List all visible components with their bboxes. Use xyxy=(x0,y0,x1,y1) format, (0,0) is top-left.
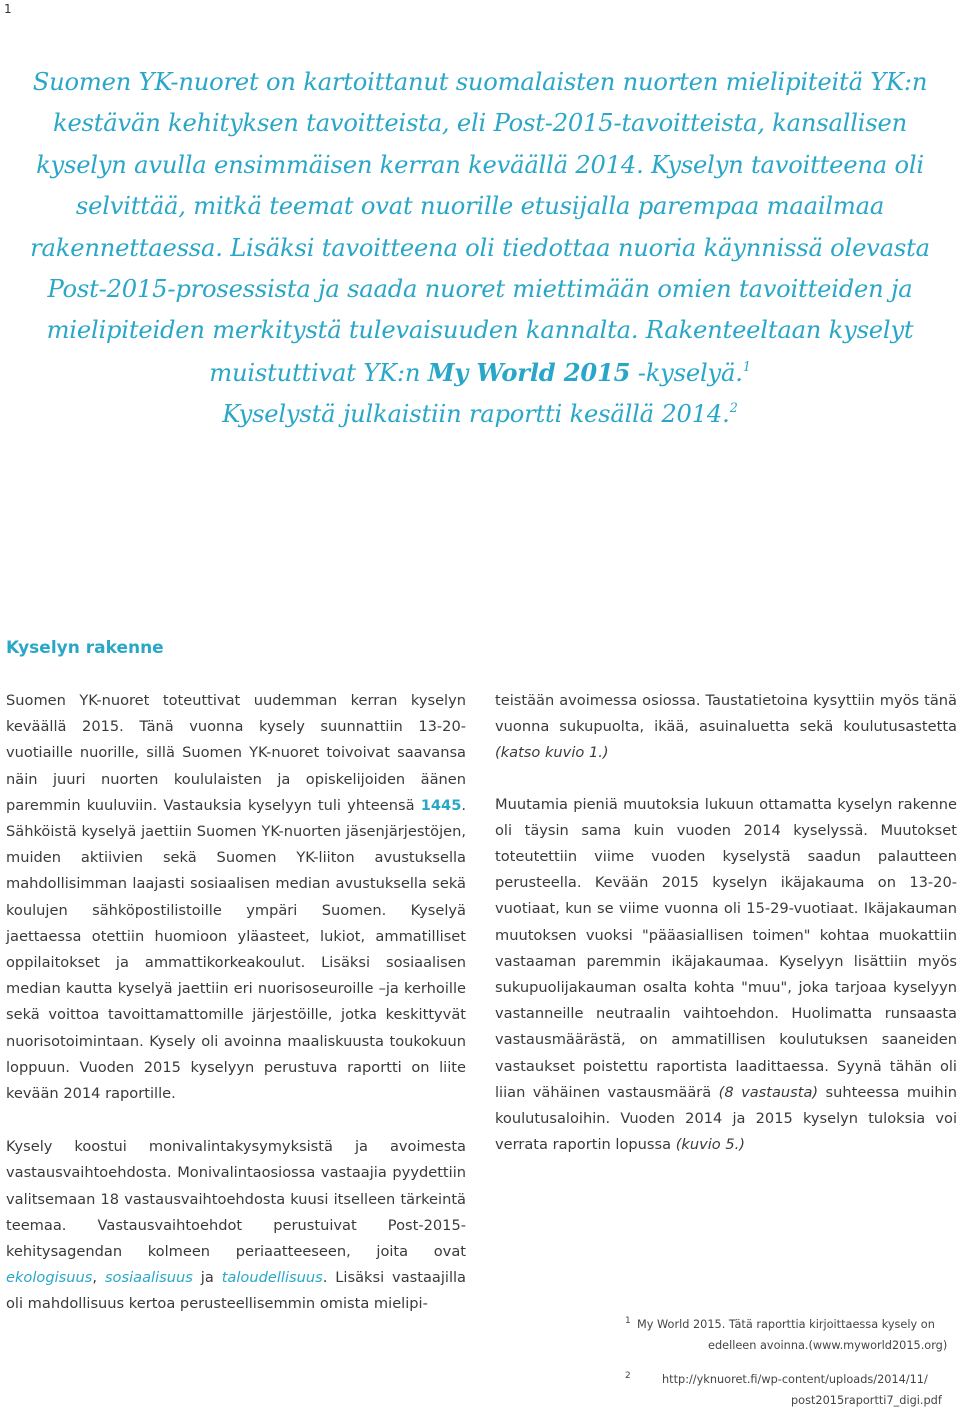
p1-text-a: Suomen YK-nuoret toteuttivat uudemman kerran kyselyn keväällä 2015. Tänä vuonna kysely suunnattiin 13-20-vuotiaille nuorille, sillä Suomen YK-nuoret toivoivat saavansa näin juuri nuorten koululaisten ja opiskelijoiden äänen paremmin kuuluviin. Vastauksia kyselyyn tuli yhteensä xyxy=(6,692,466,814)
figure-ref-5: (kuvio 5.) xyxy=(675,1136,745,1154)
paragraph-4 xyxy=(495,792,957,1159)
footnote-1-line1: My World 2015. Tätä raporttia kirjoittaessa kysely on xyxy=(637,1318,935,1331)
intro-text-b: -kyselyä. xyxy=(630,358,743,387)
p3-text-a: teistään avoimessa osiossa. Taustatietoina kysyttiin myös tänä vuonna sukupuolta, ikää, asuinaluetta sekä koulutusastetta xyxy=(495,692,957,736)
term-taloudellisuus: taloudellisuus xyxy=(221,1269,323,1287)
footnote-2-line1[interactable]: http://yknuoret.fi/wp-content/uploads/2014/11/ xyxy=(662,1373,928,1386)
p2-text-a: Kysely koostui monivalintakysymyksistä ja avoimesta vastausvaihtoehdosta. Monivalintaosiossa vastaajia pyydettiin valitsemaan 18 vastausvaihtoehdosta kuusi itselleen tärkeintä teemaa. Vastausvaihtoehdot perustuivat Post-2015-kehitysagendan kolmeen periaatteeseen, joita ovat xyxy=(6,1138,466,1261)
term-sosiaalisuus: sosiaalisuus xyxy=(104,1269,193,1287)
footnotes xyxy=(625,1314,957,1411)
paragraph-2 xyxy=(6,1134,466,1317)
footnote-2 xyxy=(625,1369,957,1411)
p4-text-b: suhteessa muihin koulutusaloihin. Vuoden 2014 ja 2015 kyselyn tuloksia voi verrata raportin lopussa xyxy=(495,1083,957,1154)
intro-paragraph xyxy=(12,62,948,436)
p2-separator-1: , xyxy=(92,1269,105,1287)
paragraph-1 xyxy=(6,688,466,1107)
my-world-title: My World 2015 xyxy=(427,357,631,387)
p4-text-a: Muutamia pieniä muutoksia lukuun ottamatta kyselyn rakenne oli täysin sama kuin vuoden 2014 kyselyssä. Muutokset toteutettiin viime vuoden kyselystä saadun palautteen perusteella. Kevään 2015 kyselyn ikäjakauma on 13-20-vuotiaat, kun se viime vuonna oli 15-29-vuotiaat. Ikäjakauman muutoksen vuoksi "pääasiallisen toimen" kohtaa muokattiin vastaaman paremmin ikäjakaumaa. Kyselyyn lisättiin myös sukupuolijakauman osalta kohta "muu", joka tarjoaa kyselyyn vastanneille neutraalin vaihtoehdon. Huolimatta runsaasta vastausmäärästä, on ammatillisen koulutuksen saaneiden vastaukset poistettu raportista laadittaessa. Syynä tähän oli liian vähäinen vastausmäärä xyxy=(495,795,957,1101)
page-number: 1 xyxy=(4,2,12,16)
p2-separator-2: ja xyxy=(192,1269,222,1287)
response-count-ref: (8 vastausta) xyxy=(718,1083,819,1101)
left-column xyxy=(6,688,466,1318)
footnote-2-line2[interactable]: post2015raportti7_digi.pdf xyxy=(791,1394,942,1407)
intro-text-a: Suomen YK-nuoret on kartoittanut suomalaisten nuorten mielipiteitä YK:n kestävän kehityksen tavoitteista, eli Post-2015-tavoitteista, kansallisen kyselyn avulla ensimmäisen kerran keväällä 2014. Kyselyn tavoitteena oli selvittää, mitkä teemat ovat nuorille etusijalla parempaa maailmaa rakennettaessa. Lisäksi tavoitteena oli tiedottaa nuoria käynnissä olevasta Post-2015-prosessista ja saada nuoret miettimään omien tavoitteiden ja mielipiteiden merkitystä tulevaisuuden kannalta. Rakenteeltaan kyselyt muistuttivat YK:n xyxy=(30,68,930,387)
term-ekologisuus: ekologisuus xyxy=(6,1269,93,1287)
footnote-ref-1[interactable]: 1 xyxy=(742,359,751,375)
footnote-ref-2[interactable]: 2 xyxy=(729,401,738,417)
right-column xyxy=(495,688,957,1158)
response-count: 1445 xyxy=(420,796,462,814)
p1-text-b: . Sähköistä kyselyä jaettiin Suomen YK-nuorten jäsenjärjestöjen, muiden aktiivien sekä Suomen YK-liiton avustuksella mahdollisimman laajasti sosiaalisen median avustuksella sekä koulujen sähköpostilistoille ympäri Suomen. Kyselyä jaettaessa otettiin huomioon yläasteet, lukiot, ammatilliset oppilaitokset ja ammattikorkeakoulut. Lisäksi sosiaalisen median kautta kyselyä jaettiin eri nuorisoseuroille –ja kerhoille sekä voittoa tavoittamattomille järjestöille, jotka keskittyvät nuorisotoimintaan. Kysely oli avoinna maaliskuusta toukokuun loppuun. Vuoden 2015 kyselyyn perustuva raportti on liite kevään 2014 raportille. xyxy=(6,796,466,1103)
section-heading: Kyselyn rakenne xyxy=(6,638,164,658)
figure-ref-1: (katso kuvio 1.) xyxy=(495,744,609,762)
footnote-1-mark: 1 xyxy=(625,1316,631,1326)
p2-text-b: . Lisäksi vastaajilla oli mahdollisuus kertoa perusteellisemmin omista mielipi- xyxy=(6,1269,467,1313)
intro-text-c: Kyselystä julkaistiin raportti kesällä 2014. xyxy=(222,400,730,429)
footnote-2-mark: 2 xyxy=(625,1371,631,1381)
paragraph-3 xyxy=(495,688,957,767)
footnote-1-line2[interactable]: edelleen avoinna.(www.myworld2015.org) xyxy=(708,1339,948,1352)
footnote-1 xyxy=(625,1314,957,1356)
